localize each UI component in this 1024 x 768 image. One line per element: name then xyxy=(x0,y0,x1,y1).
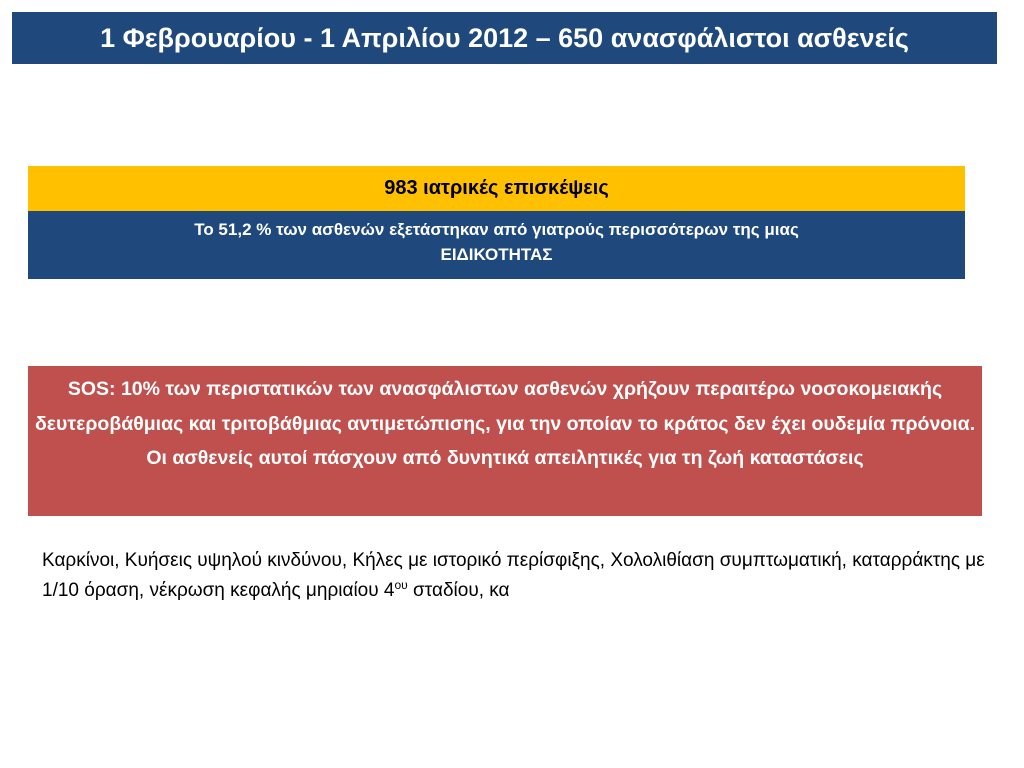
visits-banner xyxy=(28,166,965,211)
specialty-line-1: Το 51,2 % των ασθενών εξετάστηκαν από γιατρούς περισσότερων της μιας xyxy=(194,220,799,239)
conditions-superscript: ου xyxy=(394,578,408,592)
conditions-list xyxy=(42,546,992,606)
specialty-banner xyxy=(28,211,965,279)
sos-alert-box xyxy=(28,366,982,516)
slide-title-text: 1 Φεβρουαρίου - 1 Απριλίου 2012 – 650 ανασφάλιστοι ασθενείς xyxy=(100,22,909,53)
slide-title xyxy=(12,12,997,64)
visits-label: 983 ιατρικές επισκέψεις xyxy=(384,177,609,199)
conditions-text-before: Καρκίνοι, Κυήσεις υψηλού κινδύνου, Κήλες με ιστορικό περίσφιξης, Χολολιθίαση συμπτωματική, καταρράκτης με 1/10 όραση, νέκρωση κεφαλής μηριαίου 4 xyxy=(42,550,985,601)
sos-alert-text: SOS: 10% των περιστατικών των ανασφάλιστων ασθενών χρήζουν περαιτέρω νοσοκομειακής δευτεροβάθμιας και τριτοβάθμιας αντιμετώπισης, για την οποίαν το κράτος δεν έχει ουδεμία πρόνοια. Οι ασθενείς αυτοί πάσχουν από δυνητικά απειλητικές για τη ζωή καταστάσεις xyxy=(34,378,976,469)
specialty-line-2: ΕΙΔΙΚΟΤΗΤΑΣ xyxy=(440,245,553,264)
conditions-text-after: σταδίου, κα xyxy=(407,580,510,601)
